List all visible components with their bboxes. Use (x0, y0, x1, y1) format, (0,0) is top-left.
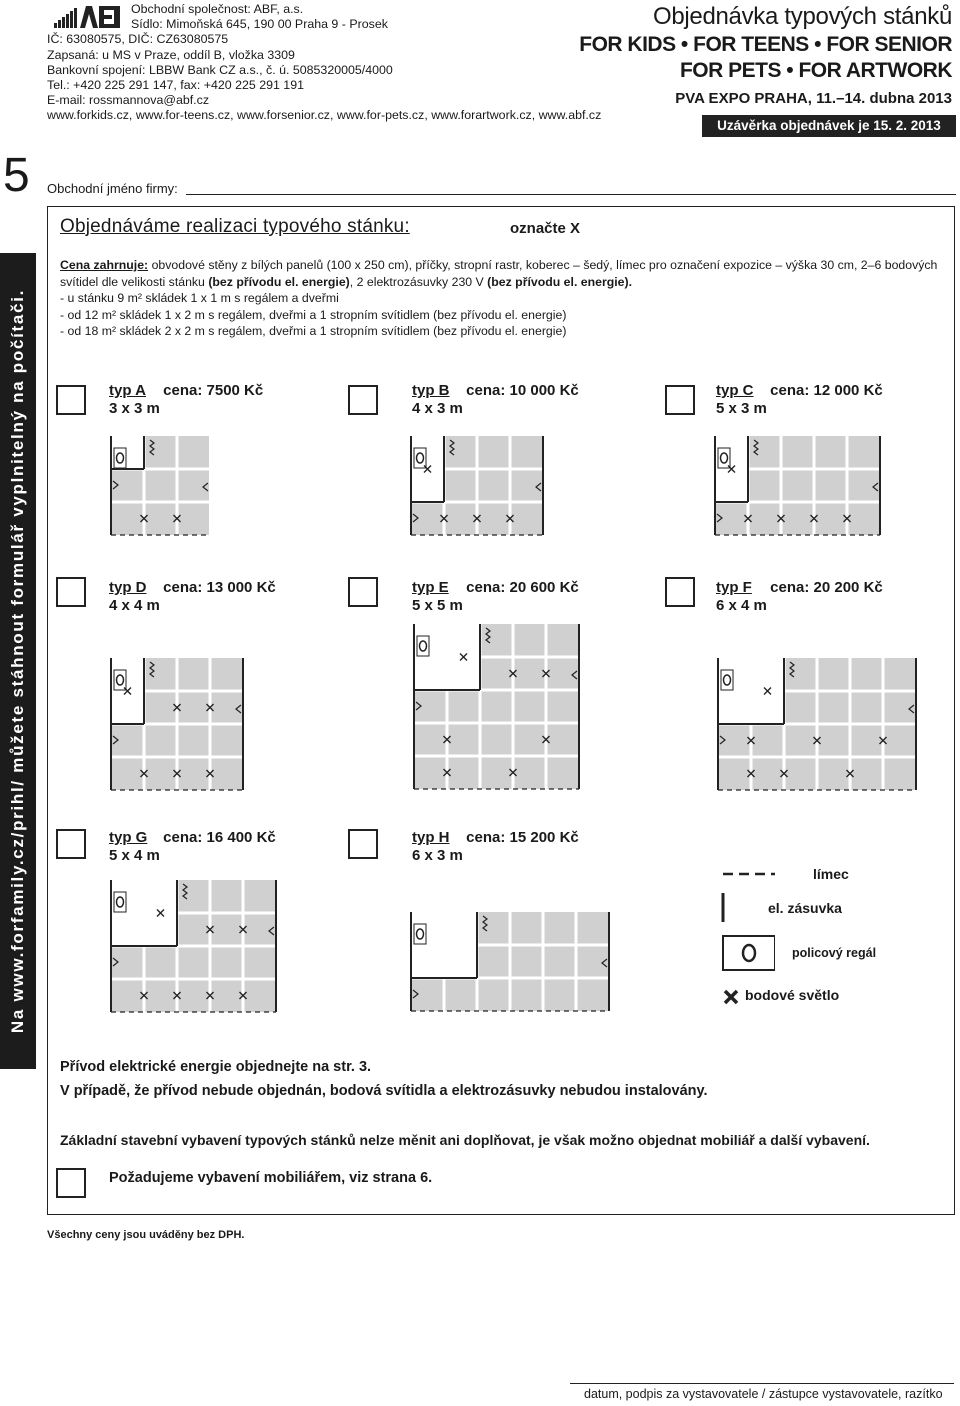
brands-line-2: FOR PETS • FOR ARTWORK (679, 59, 952, 82)
stand-name: typ D (109, 579, 147, 596)
stand-name: typ F (716, 579, 752, 596)
stand-price: cena: 13 000 Kč (163, 579, 276, 596)
company-info (47, 2, 602, 124)
legend-socket: el. zásuvka (768, 900, 842, 916)
includes-item-3: - od 18 m² skládek 2 x 2 m s regálem, dveřmi a 1 stropním svítidlem (bez přívodu el. energie) (60, 324, 567, 339)
stand-name: typ E (412, 579, 449, 596)
page-number: 5 (3, 149, 30, 202)
company-line-1: Obchodní společnost: ABF, a.s. (131, 2, 304, 16)
power-note-1: Přívod elektrické energie objednejte na str. 3. (60, 1059, 372, 1075)
furniture-label: Požadujeme vybavení mobiliářem, viz strana 6. (109, 1170, 433, 1186)
form-title: Objednávka typových stánků (652, 3, 952, 30)
firm-name-field[interactable] (186, 194, 956, 195)
floor-plan-typ-g (109, 878, 279, 1014)
includes-item-2: - od 12 m² skládek 1 x 2 m s regálem, dveřmi a 1 stropním svítidlem (bez přívodu el. energie) (60, 307, 567, 322)
order-title: Objednáváme realizaci typového stánku: (60, 216, 410, 237)
stand-price: cena: 7500 Kč (163, 382, 264, 399)
header (579, 2, 952, 110)
sidebar-banner (0, 253, 36, 1069)
stand-label-typ-h (412, 829, 579, 865)
checkbox-typ-a[interactable] (56, 385, 86, 415)
stand-size: 3 x 3 m (109, 400, 160, 417)
basic-equipment-note: Základní stavební vybavení typových stánků nelze měnit ani doplňovat, je však možno objednat mobiliář a další vybavení. (60, 1132, 870, 1148)
stand-name: typ A (109, 382, 146, 399)
stand-price: cena: 15 200 Kč (466, 829, 579, 846)
expo-info: PVA EXPO PRAHA, 11.–14. dubna 2013 (675, 90, 952, 107)
stand-label-typ-b (412, 382, 579, 418)
stand-name: typ G (109, 829, 148, 846)
floor-plan-typ-a (109, 434, 209, 538)
checkbox-typ-h[interactable] (348, 829, 378, 859)
legend-shelf: policový regál (792, 946, 877, 960)
checkbox-typ-b[interactable] (348, 385, 378, 415)
stand-size: 6 x 3 m (412, 847, 463, 864)
stand-size: 5 x 3 m (716, 400, 767, 417)
floor-plan-typ-c (713, 434, 883, 538)
brands-line-1: FOR KIDS • FOR TEENS • FOR SENIOR (579, 33, 952, 56)
stand-label-typ-e (412, 579, 579, 615)
sidebar-text: Na www.forfamily.cz/prihl/ můžete stáhnout formulář vyplnitelný na počítači. (8, 288, 27, 1034)
floor-plan-typ-e (412, 622, 582, 792)
company-line-5: Bankovní spojení: LBBW Bank CZ a.s., č. ú. 5085320005/4000 (47, 62, 393, 77)
company-line-4: Zapsaná: u MS v Praze, oddíl B, vložka 3309 (47, 47, 295, 62)
stand-label-typ-f (716, 579, 883, 615)
stand-size: 5 x 5 m (412, 597, 463, 614)
stand-label-typ-g (109, 829, 276, 865)
storage-room (112, 658, 145, 724)
stand-label-typ-a (109, 382, 263, 418)
floor-plan-typ-d (109, 656, 245, 792)
stand-price: cena: 20 600 Kč (466, 579, 579, 596)
company-line-7: E-mail: rossmannova@abf.cz (47, 93, 210, 108)
deadline-banner: Uzávěrka objednávek je 15. 2. 2013 (702, 115, 956, 137)
company-line-6: Tel.: +420 225 291 147, fax: +420 225 291 191 (47, 78, 304, 93)
signature-label: datum, podpis za vystavovatele / zástupce vystavovatele, razítko (584, 1387, 943, 1401)
checkbox-typ-f[interactable] (665, 577, 695, 607)
firm-name-label: Obchodní jméno firmy: (47, 181, 178, 196)
stand-price: cena: 10 000 Kč (466, 382, 579, 399)
checkbox-typ-d[interactable] (56, 577, 86, 607)
checkbox-typ-g[interactable] (56, 829, 86, 859)
checkbox-typ-c[interactable] (665, 385, 695, 415)
includes-item-1: - u stánku 9 m² skládek 1 x 1 m s regálem a dveřmi (60, 291, 339, 306)
company-line-8: www.forkids.cz, www.for-teens.cz, www.forsenior.cz, www.for-pets.cz, www.forartwork.cz, www.abf.cz (47, 108, 602, 123)
vat-note: Všechny ceny jsou uváděny bez DPH. (47, 1229, 245, 1241)
legend-spot: bodové světlo (745, 987, 840, 1003)
floor-plan-typ-h (409, 910, 613, 1014)
power-note-2: V případě, že přívod nebude objednán, bodová svítidla a elektrozásuvky nebudou instalovány. (60, 1083, 708, 1099)
storage-room (112, 880, 178, 946)
stand-size: 6 x 4 m (716, 597, 767, 614)
stand-name: typ H (412, 829, 450, 846)
stand-size: 4 x 3 m (412, 400, 463, 417)
checkbox-typ-e[interactable] (348, 577, 378, 607)
stand-price: cena: 20 200 Kč (770, 579, 883, 596)
company-line-2: Sídlo: Mimoňská 645, 190 00 Praha 9 - Prosek (131, 17, 388, 32)
stand-name: typ C (716, 382, 754, 399)
floor-plan-typ-f (716, 656, 920, 792)
signature-field[interactable] (570, 1383, 954, 1384)
stand-price: cena: 16 400 Kč (163, 829, 276, 846)
storage-room (415, 624, 481, 690)
storage-room (716, 436, 749, 502)
stand-name: typ B (412, 382, 450, 399)
stand-size: 5 x 4 m (109, 847, 160, 864)
legend-collar: límec (813, 866, 849, 882)
includes-text-1: obvodové stěny z bílých panelů (100 x 250 cm), příčky, stropní rastr, koberec – šedý, límec pro označení expozice – výška 30 cm, 2–6 bodových svítidel dle velikosti stánku (60, 258, 938, 289)
stand-price: cena: 12 000 Kč (770, 382, 883, 399)
floor-plan-typ-b (409, 434, 545, 538)
storage-room (412, 912, 478, 978)
storage-room (719, 658, 785, 724)
stand-label-typ-c (716, 382, 883, 418)
includes-lead: Cena zahrnuje: (60, 258, 149, 272)
company-line-3: IČ: 63080575, DIČ: CZ63080575 (47, 32, 229, 47)
checkbox-furniture[interactable] (56, 1168, 86, 1198)
includes-bold-2: (bez přívodu el. energie). (487, 274, 633, 289)
stand-label-typ-d (109, 579, 276, 615)
mark-instruction: označte X (510, 220, 581, 237)
storage-room (412, 436, 445, 502)
price-includes (60, 257, 950, 340)
includes-bold-1: (bez přívodu el. energie) (208, 274, 350, 289)
stand-size: 4 x 4 m (109, 597, 160, 614)
includes-text-2: , 2 elektrozásuvky 230 V (349, 274, 488, 289)
